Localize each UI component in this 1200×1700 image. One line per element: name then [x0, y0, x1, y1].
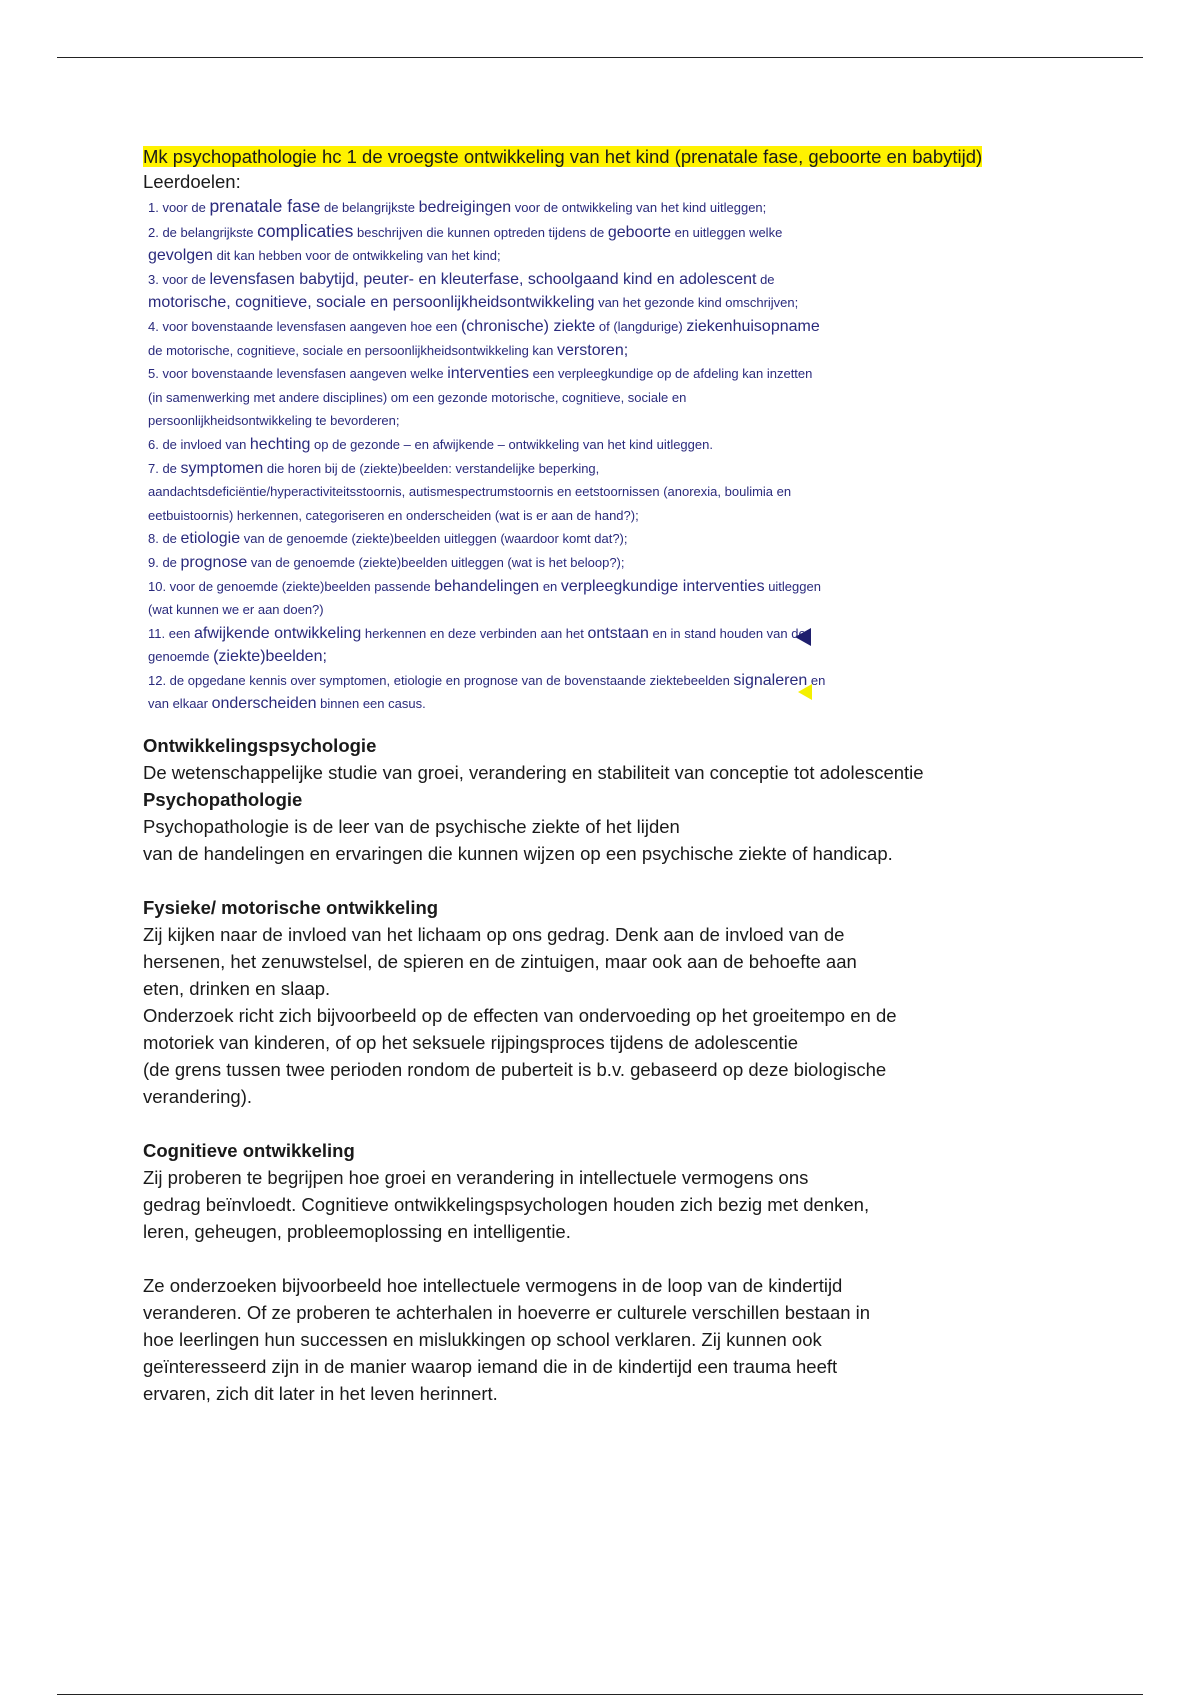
paragraph-line: verandering). [143, 1086, 253, 1108]
yellow-arrow-icon [798, 684, 812, 700]
paragraph-line: eten, drinken en slaap. [143, 978, 331, 1000]
section-fysieke-ontwikkeling [143, 894, 1043, 1110]
goal-4: 4. voor bovenstaande levensfasen aangeven hoe een (chronische) ziekte of (langdurige) ziekenhuisopname de motorische, cognitieve, sociale en persoonlijkheidsontwikkeling kan verstoren; [148, 317, 820, 359]
paragraph-line: veranderen. Of ze proberen te achterhalen in hoeverre er culturele verschillen bestaan in [143, 1302, 871, 1324]
learning-goals-heading: Leerdoelen: [143, 171, 241, 192]
document-page [143, 143, 1043, 1407]
goal-1: 1. voor de prenatale fase de belangrijkste bedreigingen voor de ontwikkeling van het kind uitleggen; [148, 196, 767, 216]
goal-6: 6. de invloed van hechting op de gezonde – en afwijkende – ontwikkeling van het kind uitleggen. [148, 435, 713, 453]
paragraph-line: hersenen, het zenuwstelsel, de spieren en de zintuigen, maar ook aan de behoefte aan [143, 951, 857, 973]
paragraph-line: geïnteresseerd zijn in de manier waarop iemand die in de kindertijd een trauma heeft [143, 1356, 838, 1378]
paragraph-line: Psychopathologie is de leer van de psychische ziekte of het lijden [143, 816, 680, 838]
paragraph-line: van de handelingen en ervaringen die kunnen wijzen op een psychische ziekte of handicap. [143, 843, 893, 865]
section-heading: Ontwikkelingspsychologie [143, 735, 377, 757]
paragraph-line: hoe leerlingen hun successen en mislukkingen op school verklaren. Zij kunnen ook [143, 1329, 822, 1351]
paragraph-line: leren, geheugen, probleemoplossing en intelligentie. [143, 1221, 571, 1243]
goal-2: 2. de belangrijkste complicaties beschrijven die kunnen optreden tijdens de geboorte en uitleggen welke gevolgen dit kan hebben voor de ontwikkeling van het kind; [148, 220, 783, 265]
goal-7: 7. de symptomen die horen bij de (ziekte)beelden: verstandelijke beperking, aandachtsdeficiëntie/hyperactiviteitsstoornis, autismespectrumstoornis en eetstoornissen (anorexia, boulimia en eetbuistoornis) herkennen, categoriseren en onderscheiden (wat is er aan de hand?); [148, 459, 792, 523]
paragraph-line: Zij kijken naar de invloed van het lichaam op ons gedrag. Denk aan de invloed van de [143, 924, 845, 946]
footer-rule [57, 1694, 1143, 1695]
goal-5: 5. voor bovenstaande levensfasen aangeven welke interventies een verpleegkundige op de afdeling kan inzetten (in samenwerking met andere disciplines) om een gezonde motorische, cognitieve, sociale en persoonlijkheidsontwikkeling te bevorderen; [148, 365, 813, 429]
goal-12: 12. de opgedane kennis over symptomen, etiologie en prognose van de bovenstaande ziektebeelden signaleren en van elkaar onderscheiden binnen een casus. [148, 671, 826, 713]
paragraph-line: Onderzoek richt zich bijvoorbeeld op de effecten van ondervoeding op het groeitempo en de [143, 1005, 897, 1027]
paragraph-line: (de grens tussen twee perioden rondom de puberteit is b.v. gebaseerd op deze biologische [143, 1059, 887, 1081]
paragraph-line: motoriek van kinderen, of op het seksuele rijpingsproces tijdens de adolescentie [143, 1032, 799, 1054]
section-ontwikkelingspsychologie [143, 732, 1043, 786]
paragraph: De wetenschappelijke studie van groei, verandering en stabiliteit van conceptie tot adolescentie [143, 762, 924, 784]
goal-11: 11. een afwijkende ontwikkeling herkennen en deze verbinden aan het ontstaan en in stand houden van de genoemde (ziekte)beelden; [148, 624, 806, 666]
section-psychopathologie [143, 786, 1043, 867]
highlighted-title: Mk psychopathologie hc 1 de vroegste ontwikkeling van het kind (prenatale fase, geboorte en babytijd) [143, 146, 983, 167]
navy-arrow-icon [795, 628, 811, 646]
paragraph-line: Ze onderzoeken bijvoorbeeld hoe intellectuele vermogens in de loop van de kindertijd [143, 1275, 843, 1297]
section-cognitieve-ontwikkeling [143, 1137, 1043, 1407]
paragraph-line: ervaren, zich dit later in het leven herinnert. [143, 1383, 498, 1405]
goal-8: 8. de etiologie van de genoemde (ziekte)beelden uitleggen (waardoor komt dat?); [148, 530, 628, 548]
paragraph-line: gedrag beïnvloedt. Cognitieve ontwikkelingspsychologen houden zich bezig met denken, [143, 1194, 870, 1216]
section-heading: Fysieke/ motorische ontwikkeling [143, 897, 439, 919]
goal-10: 10. voor de genoemde (ziekte)beelden passende behandelingen en verpleegkundige interventies uitleggen (wat kunnen we er aan doen?) [148, 577, 821, 618]
section-heading: Cognitieve ontwikkeling [143, 1140, 355, 1162]
section-heading: Psychopathologie [143, 789, 303, 811]
goal-3: 3. voor de levensfasen babytijd, peuter- en kleuterfase, schoolgaand kind en adolescent de motorische, cognitieve, sociale en persoonlijkheidsontwikkeling van het gezonde kind omschrijven; [148, 270, 799, 312]
header-rule [57, 57, 1143, 58]
paragraph-line: Zij proberen te begrijpen hoe groei en verandering in intellectuele vermogens ons [143, 1167, 809, 1189]
page-title [143, 143, 1043, 170]
goal-9: 9. de prognose van de genoemde (ziekte)beelden uitleggen (wat is het beloop?); [148, 553, 625, 571]
learning-goals-image [148, 195, 826, 716]
